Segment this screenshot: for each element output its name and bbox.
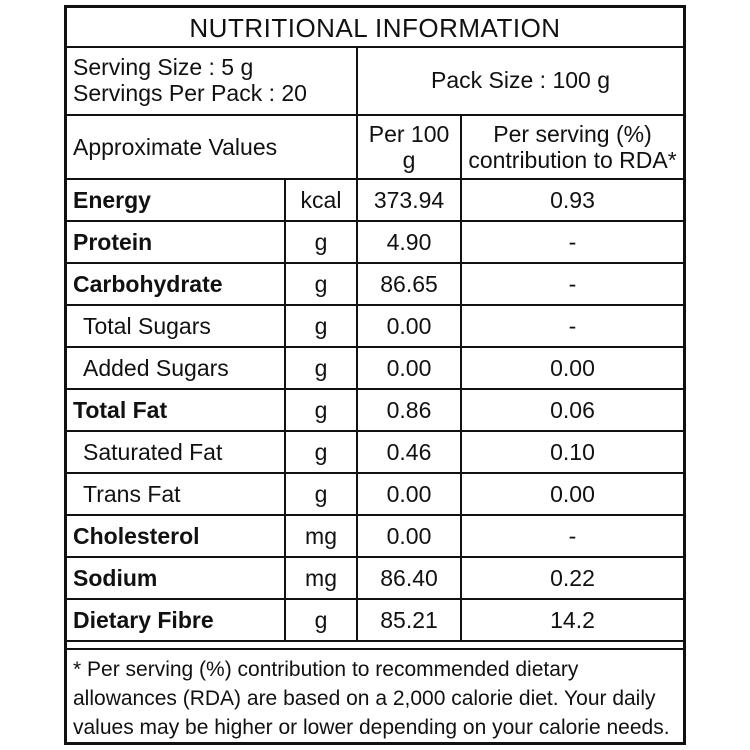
nutrient-name: Sodium	[67, 557, 285, 599]
nutrient-rda: 0.00	[461, 347, 683, 389]
nutrient-row	[67, 389, 683, 431]
nutrient-name: Dietary Fibre	[67, 599, 285, 641]
nutrient-per100: 0.00	[357, 473, 461, 515]
rda-header	[461, 115, 683, 179]
nutrient-per100: 86.40	[357, 557, 461, 599]
nutrient-unit: g	[285, 599, 357, 641]
nutrient-row	[67, 347, 683, 389]
nutrient-row	[67, 473, 683, 515]
nutrient-rda: 0.22	[461, 557, 683, 599]
nutrient-rda: 0.00	[461, 473, 683, 515]
nutrient-name: Energy	[67, 179, 285, 221]
nutrient-row	[67, 431, 683, 473]
nutrient-name: Total Fat	[67, 389, 285, 431]
nutrient-per100: 0.46	[357, 431, 461, 473]
serving-row	[67, 46, 683, 115]
nutrient-name: Trans Fat	[67, 473, 285, 515]
nutrient-row	[67, 557, 683, 599]
nutrient-rda: -	[461, 515, 683, 557]
nutrient-per100: 0.00	[357, 515, 461, 557]
nutrient-per100: 0.00	[357, 347, 461, 389]
nutrient-per100: 4.90	[357, 221, 461, 263]
label-title: NUTRITIONAL INFORMATION	[67, 8, 683, 48]
per-100g-header: Per 100 g	[357, 115, 461, 179]
nutrient-rda: -	[461, 263, 683, 305]
nutrient-name: Cholesterol	[67, 515, 285, 557]
rda-header-line1: Per serving (%)	[493, 121, 652, 147]
pack-size: Pack Size : 100 g	[357, 46, 683, 115]
nutrient-unit: mg	[285, 515, 357, 557]
nutrition-table	[67, 46, 683, 642]
nutrient-unit: g	[285, 305, 357, 347]
nutrition-label	[64, 5, 686, 745]
rda-header-line2: contribution to RDA*	[468, 147, 677, 173]
nutrient-per100: 86.65	[357, 263, 461, 305]
nutrient-unit: mg	[285, 557, 357, 599]
nutrient-name: Added Sugars	[67, 347, 285, 389]
nutrient-row	[67, 305, 683, 347]
nutrient-unit: g	[285, 473, 357, 515]
nutrient-name: Protein	[67, 221, 285, 263]
nutrient-unit: g	[285, 263, 357, 305]
header-row	[67, 115, 683, 179]
nutrient-unit: g	[285, 389, 357, 431]
nutrient-name: Saturated Fat	[67, 431, 285, 473]
nutrient-name: Total Sugars	[67, 305, 285, 347]
nutrient-row	[67, 599, 683, 641]
approx-values-header: Approximate Values	[67, 115, 357, 179]
nutrient-unit: kcal	[285, 179, 357, 221]
nutrient-per100: 0.86	[357, 389, 461, 431]
nutrient-row	[67, 515, 683, 557]
footnote: * Per serving (%) contribution to recommended dietary allowances (RDA) are based on a 2,000 calorie diet. Your daily values may be higher or lower depending on your calorie needs.	[67, 648, 683, 742]
nutrient-row	[67, 263, 683, 305]
nutrient-per100: 85.21	[357, 599, 461, 641]
nutrient-unit: g	[285, 221, 357, 263]
nutrient-rda: 14.2	[461, 599, 683, 641]
serving-info-cell	[67, 46, 357, 115]
nutrient-rda: 0.93	[461, 179, 683, 221]
nutrient-row	[67, 179, 683, 221]
nutrient-name: Carbohydrate	[67, 263, 285, 305]
nutrient-rda: 0.06	[461, 389, 683, 431]
nutrient-row	[67, 221, 683, 263]
nutrient-per100: 0.00	[357, 305, 461, 347]
nutrient-rows	[67, 179, 683, 641]
nutrient-rda: -	[461, 305, 683, 347]
nutrient-per100: 373.94	[357, 179, 461, 221]
serving-size: Serving Size : 5 g	[73, 54, 254, 80]
nutrient-rda: 0.10	[461, 431, 683, 473]
nutrient-unit: g	[285, 431, 357, 473]
nutrient-rda: -	[461, 221, 683, 263]
nutrient-unit: g	[285, 347, 357, 389]
servings-per-pack: Servings Per Pack : 20	[73, 80, 307, 106]
